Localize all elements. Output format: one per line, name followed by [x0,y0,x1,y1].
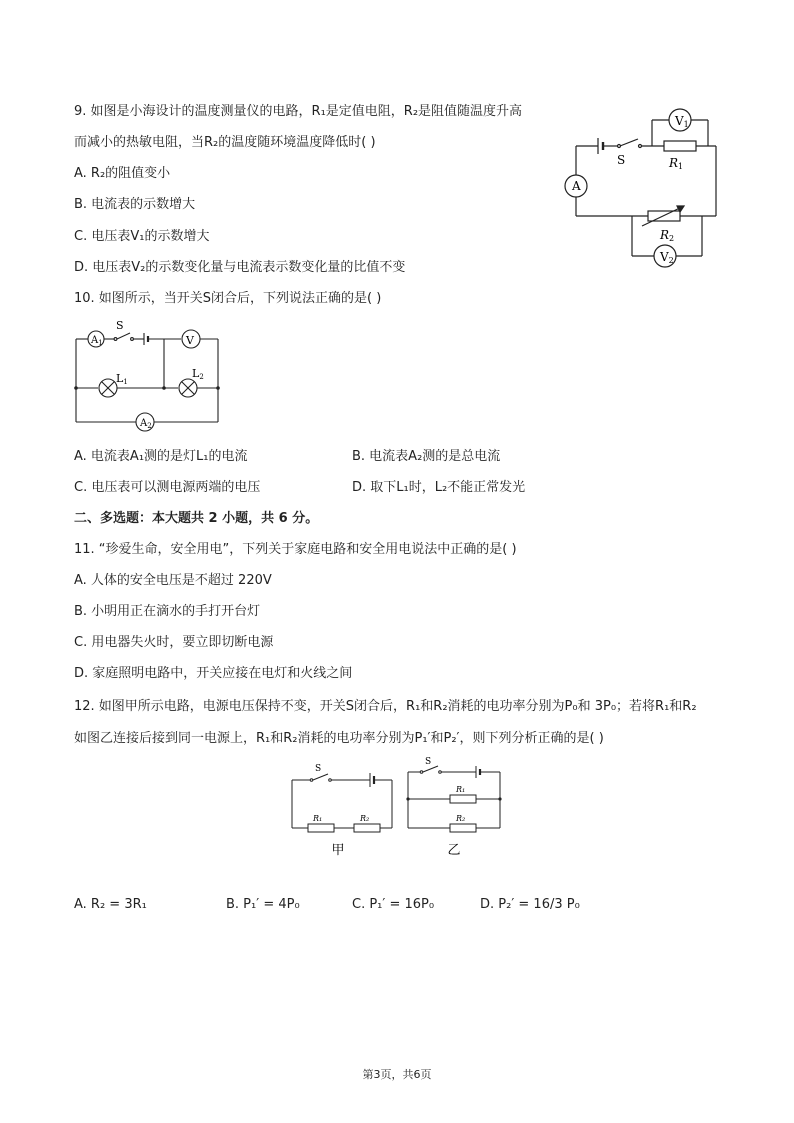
q10-option-a: A. 电流表A₁测的是灯L₁的电流 [74,449,248,464]
q10-circuit-diagram [66,316,230,438]
q10-a2-label: $A_2$ [140,418,152,430]
q9-circuit-diagram [556,102,726,270]
q9-option-d: D. 电压表V₂的示数变化量与电流表示数变化量的比值不变 [74,260,406,275]
q12-option-d: D. P₂′ = 16/3 P₀ [480,897,580,912]
q9-stem-line1: 9. 如图是小海设计的温度测量仪的电路，R₁是定值电阻，R₂是阻值随温度升高 [74,104,523,119]
q12-jia-r2-label: R₂ [360,814,370,823]
q10-option-b: B. 电流表A₂测的是总电流 [352,449,501,464]
q9-switch-label: S [617,153,626,167]
q10-voltmeter-label: V [186,334,194,347]
q11-option-b: B. 小明用正在滴水的手打开台灯 [74,604,261,619]
page-number-footer: 第3页，共6页 [362,1068,432,1081]
q10-switch-label: S [116,319,124,332]
q9-r1-label: R1 [669,156,684,171]
q12-jia-r1-label: R₁ [313,814,323,823]
q12-jia-switch-label: S [315,764,322,774]
q10-l2-label: L2 [192,367,204,381]
q10-stem: 10. 如图所示，当开关S闭合后，下列说法正确的是( ) [74,291,382,306]
q12-yi-switch-label: S [425,757,432,767]
q10-option-d: D. 取下L₁时，L₂不能正常发光 [352,480,526,495]
q12-option-b: B. P₁′ = 4P₀ [226,897,300,912]
q11-option-c: C. 用电器失火时，要立即切断电源 [74,635,274,650]
q11-option-d: D. 家庭照明电路中，开关应接在电灯和火线之间 [74,666,353,681]
q12-yi-r1-label: R₁ [456,785,466,794]
q9-option-a: A. R₂的阻值变小 [74,166,171,181]
q12-stem-line2: 如图乙连接后接到同一电源上，R₁和R₂消耗的电功率分别为P₁′和P₂′，则下列分析正确的是( ) [74,731,604,746]
q11-stem: 11. “珍爱生命，安全用电”，下列关于家庭电路和安全用电说法中正确的是( ) [74,542,517,557]
q9-v1-label: V1 [675,114,689,129]
q9-option-b: B. 电流表的示数增大 [74,197,196,212]
q11-option-a: A. 人体的安全电压是不超过 220V [74,573,272,588]
q12-stem-line1: 12. 如图甲所示电路，电源电压保持不变，开关S闭合后，R₁和R₂消耗的电功率分别为P₀和 3P₀；若将R₁和R₂ [74,699,697,714]
q9-ammeter-label: A [572,179,581,193]
q9-option-c: C. 电压表V₁的示数增大 [74,229,210,244]
q12-circuit-diagrams [288,756,508,860]
q9-r2-label: R2 [660,228,675,243]
q9-stem-line2: 而减小的热敏电阻，当R₂的温度随环境温度降低时( ) [74,135,376,150]
q10-l1-label: L1 [116,372,128,386]
q12-jia-caption: 甲 [331,843,345,858]
q10-a1-label: $A_1$ [91,335,103,347]
q12-yi-caption: 乙 [447,843,461,858]
q9-v2-label: V2 [660,250,674,265]
q12-yi-r2-label: R₂ [456,814,466,823]
q10-option-c: C. 电压表可以测电源两端的电压 [74,480,261,495]
q12-option-a: A. R₂ = 3R₁ [74,897,147,912]
section-heading-multiple-choice: 二、多选题：本大题共 2 小题，共 6 分。 [74,511,319,526]
q12-option-c: C. P₁′ = 16P₀ [352,897,435,912]
